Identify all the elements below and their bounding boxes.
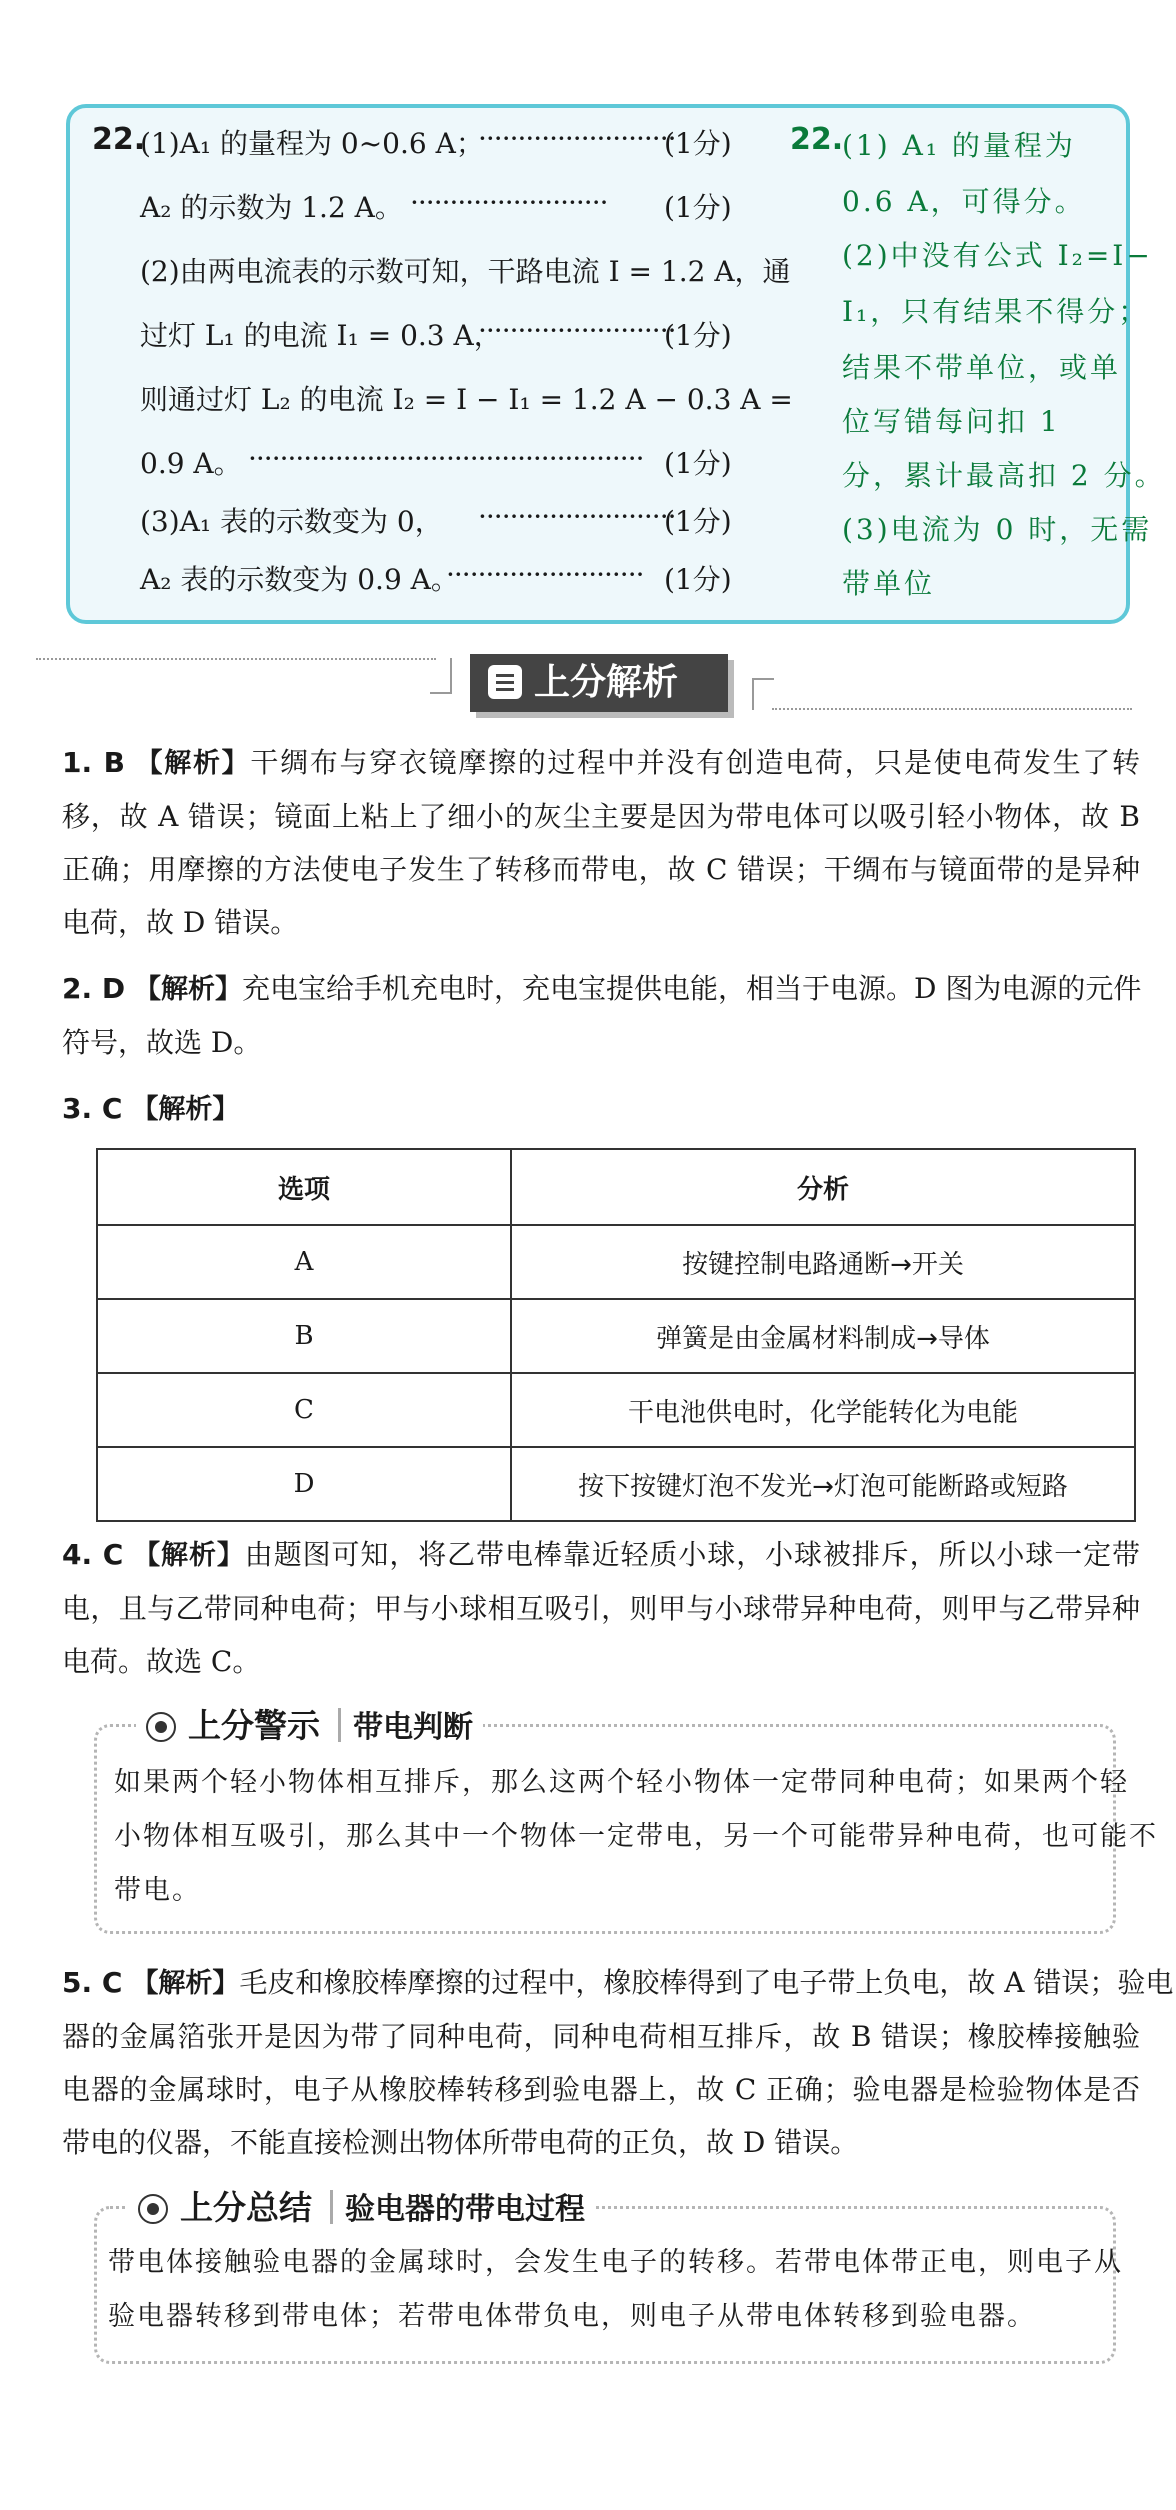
- answer-line-3: (2)由两电流表的示数可知，干路电流 I = 1.2 A，通: [140, 255, 791, 288]
- tip-line: 带电体接触验电器的金属球时，会发生电子的转移。若带电体带正电，则电子从: [108, 2247, 1123, 2278]
- tip-line: 验电器转移到带电体；若带电体带负电，则电子从带电体转移到验电器。: [108, 2301, 1036, 2332]
- tip-subtitle: 带电判断: [353, 1710, 473, 1745]
- text-line: 干绸布与穿衣镜摩擦的过程中并没有创造电荷，只是使电荷发生了转: [250, 746, 1140, 779]
- text-line: 带电的仪器，不能直接检测出物体所带电荷的正负，故 D 错误。: [62, 2126, 859, 2159]
- grading-note-number: 22.: [790, 122, 844, 157]
- table-cell: B: [97, 1299, 511, 1373]
- grading-note-line: I₁，只有结果不得分；: [842, 295, 1150, 328]
- score-mark: (1分): [664, 447, 732, 480]
- section-title-text: 上分解析: [534, 662, 679, 703]
- text-line: 正确；用摩擦的方法使电子发生了转移而带电，故 C 错误；干绸布与镜面带的是异种: [62, 853, 1140, 886]
- tip-line: 小物体相互吸引，那么其中一个物体一定带电，另一个可能带异种电荷，也可能不: [114, 1821, 1158, 1852]
- table-header-row: [97, 1149, 1135, 1225]
- answer-line-2: A₂ 的示数为 1.2 A。: [140, 191, 403, 224]
- dot-leader: ·························: [410, 186, 608, 219]
- q3-number: 3. C: [62, 1092, 123, 1125]
- answer-line-4: 过灯 L₁ 的电流 I₁ = 0.3 A，: [140, 319, 502, 352]
- notebook-icon: [488, 665, 522, 699]
- header-rule-left: [36, 658, 436, 660]
- table-row: [97, 1447, 1135, 1521]
- text-line: 电荷。故选 C。: [62, 1645, 261, 1678]
- tip-title: 上分总结: [180, 2188, 312, 2227]
- tip-line: 如果两个轻小物体相互排斥，那么这两个轻小物体一定带同种电荷；如果两个轻: [114, 1767, 1129, 1798]
- q5-explanation: [62, 1956, 1174, 2169]
- dot-leader: ·························: [446, 558, 644, 591]
- target-icon: [138, 2194, 168, 2224]
- table-cell: 干电池供电时，化学能转化为电能: [511, 1373, 1135, 1447]
- table-cell: D: [97, 1447, 511, 1521]
- dot-leader: ·························: [478, 500, 676, 533]
- text-line: 毛皮和橡胶棒摩擦的过程中，橡胶棒得到了电子带上负电，故 A 错误；验电: [239, 1966, 1174, 1999]
- dot-leader: ·························: [478, 122, 676, 155]
- q5-tag: 【解析】: [131, 1968, 240, 1999]
- q1-explanation: [62, 736, 1140, 949]
- grading-note-line: 位写错每问扣 1: [842, 405, 1061, 438]
- table-row: [97, 1225, 1135, 1299]
- section-title: [470, 654, 728, 712]
- q2-number: 2. D: [62, 972, 126, 1005]
- tip-title: 上分警示: [188, 1706, 320, 1745]
- tip-line: 带电。: [114, 1875, 201, 1906]
- answer-line-6: 0.9 A。: [140, 447, 242, 480]
- q5-number: 5. C: [62, 1966, 123, 1999]
- q4-number: 4. C: [62, 1538, 124, 1571]
- answer-line-7: (3)A₁ 表的示数变为 0，: [140, 505, 443, 538]
- q3-explanation: [62, 1082, 1140, 1136]
- text-line: 电荷，故 D 错误。: [62, 906, 299, 939]
- answer-line-1: (1)A₁ 的量程为 0~0.6 A；: [140, 127, 484, 160]
- q4-tag: 【解析】: [133, 1540, 245, 1571]
- dot-leader: ·························: [446, 442, 644, 475]
- q1-number: 1. B: [62, 746, 125, 779]
- table-header: 选项: [97, 1149, 511, 1225]
- grading-note-line: (1) A₁ 的量程为: [842, 129, 1076, 162]
- score-mark: (1分): [664, 319, 732, 352]
- table-header: 分析: [511, 1149, 1135, 1225]
- text-line: 由题图可知，将乙带电棒靠近轻质小球，小球被排斥，所以小球一定带: [244, 1538, 1140, 1571]
- target-icon: [146, 1712, 176, 1742]
- score-mark: (1分): [664, 505, 732, 538]
- score-mark: (1分): [664, 563, 732, 596]
- q1-tag: 【解析】: [135, 748, 251, 779]
- header-bracket-right: [752, 678, 774, 710]
- grading-note-line: 结果不带单位，或单: [842, 351, 1122, 384]
- header-rule-right: [772, 708, 1132, 710]
- grading-note-line: 带单位: [842, 567, 936, 600]
- table-cell: 按下按键灯泡不发光→灯泡可能断路或短路: [511, 1447, 1135, 1521]
- q3-tag: 【解析】: [131, 1094, 240, 1125]
- table-cell: A: [97, 1225, 511, 1299]
- table-row: [97, 1373, 1135, 1447]
- q2-explanation: [62, 962, 1140, 1069]
- text-line: 符号，故选 D。: [62, 1026, 262, 1059]
- summary-tip-header: [128, 2182, 595, 2229]
- warning-tip-header: [136, 1700, 483, 1747]
- q4-explanation: [62, 1528, 1140, 1688]
- text-line: 电器的金属球时，电子从橡胶棒转移到验电器上，故 C 正确；验电器是检验物体是否: [62, 2073, 1140, 2106]
- grading-note-line: 分，累计最高扣 2 分。: [842, 459, 1166, 492]
- text-line: 充电宝给手机充电时，充电宝提供电能，相当于电源。D 图为电源的元件: [242, 972, 1142, 1005]
- table-row: [97, 1299, 1135, 1373]
- dot-leader: ·························: [248, 442, 446, 475]
- table-cell: 弹簧是由金属材料制成→导体: [511, 1299, 1135, 1373]
- text-line: 电，且与乙带同种电荷；甲与小球相互吸引，则甲与小球带异种电荷，则甲与乙带异种: [62, 1592, 1140, 1625]
- text-line: 器的金属箔张开是因为带了同种电荷，同种电荷相互排斥，故 B 错误；橡胶棒接触验: [62, 2020, 1140, 2053]
- dot-leader: ·························: [478, 314, 676, 347]
- answer-line-8: A₂ 表的示数变为 0.9 A。: [140, 563, 459, 596]
- q2-tag: 【解析】: [134, 974, 243, 1005]
- score-mark: (1分): [664, 191, 732, 224]
- score-mark: (1分): [664, 127, 732, 160]
- answer-question-number: 22.: [92, 122, 146, 157]
- grading-note-line: (2)中没有公式 I₂=I−: [842, 239, 1153, 272]
- tip-subtitle: 验电器的带电过程: [345, 2192, 585, 2227]
- answer-line-5: 则通过灯 L₂ 的电流 I₂ = I − I₁ = 1.2 A − 0.3 A =: [140, 383, 793, 416]
- header-bracket-left: [430, 658, 452, 694]
- analysis-table: [96, 1148, 1136, 1522]
- grading-note-line: 0.6 A，可得分。: [842, 185, 1086, 218]
- table-cell: 按键控制电路通断→开关: [511, 1225, 1135, 1299]
- table-cell: C: [97, 1373, 511, 1447]
- grading-note-line: (3)电流为 0 时，无需: [842, 513, 1153, 546]
- text-line: 移，故 A 错误；镜面上粘上了细小的灰尘主要是因为带电体可以吸引轻小物体，故 B: [62, 800, 1140, 833]
